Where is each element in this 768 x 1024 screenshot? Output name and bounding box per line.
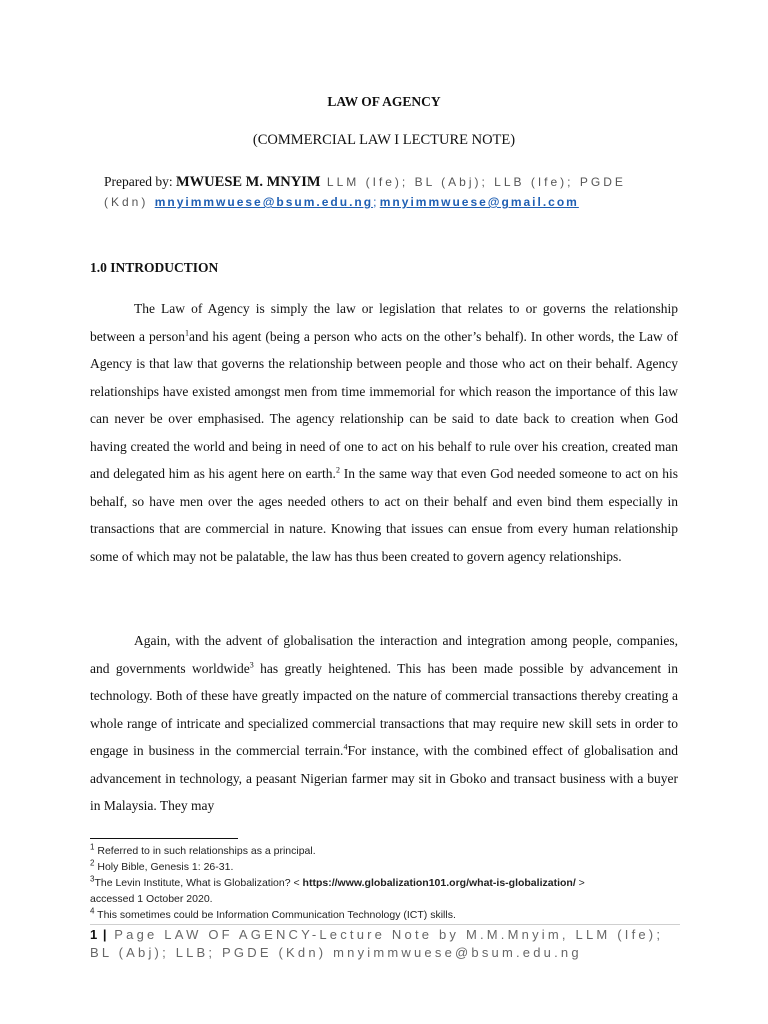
paragraph-2 bbox=[90, 627, 678, 820]
email-link-bsum[interactable]: mnyimmwuese@bsum.edu.ng bbox=[154, 195, 374, 209]
paragraph-1 bbox=[90, 295, 678, 570]
footnote-3 bbox=[90, 875, 680, 891]
paragraph-text: The Law of Agency is simply the law or legislation that relates to or governs the relationship between a person bbox=[90, 301, 678, 344]
footnote-2 bbox=[90, 859, 680, 875]
page-footer bbox=[90, 926, 690, 962]
email-separator: ; bbox=[373, 195, 380, 209]
author-name: MWUESE M. MNYIM bbox=[175, 174, 321, 190]
author-qualifications: LLM (Ife); BL (Abj); LLB (Ife); PGDE bbox=[320, 175, 626, 189]
paragraph-text: For instance, with the combined effect of globalisation and advancement in technology, a peasant Nigerian farmer may sit in Gboko and transact business with a buyer in Malaysia. They may bbox=[90, 743, 678, 813]
author-qualifications-cont: (Kdn) bbox=[104, 195, 155, 209]
paragraph-text: Again, with the advent of globalisation the interaction and integration among people, companies, and governments worldwide bbox=[90, 633, 678, 676]
prepared-by-label: Prepared by: bbox=[104, 174, 176, 189]
footnote-ref-4[interactable]: 4 bbox=[343, 742, 348, 752]
footnote-ref-3[interactable]: 3 bbox=[249, 660, 254, 669]
footnote-ref-2[interactable]: 2 bbox=[335, 465, 340, 475]
paragraph-text: and his agent (being a person who acts on the other’s behalf). In other words, the Law of Agency is that law that governs the relationship between people and those who act on their behalf. Agency relationships have existed amongst men from time immemorial for which reason the importance of this law can never be over emphasised. The agency relationship can be said to date back to creation when God having created the world and being in need of one to act on his behalf to rule over his creation, created man and delegated him as his agent here on earth. bbox=[90, 328, 678, 481]
paragraph-text: has greatly heightened. This has been made possible by advancement in technology. Both of these have greatly impacted on the nature of commercial transactions thereby creating a whole range of intricate and specialized commercial transactions that may require new skill sets in order to engage in business in the commercial terrain. bbox=[90, 660, 679, 758]
footnote-text: The Levin Institute, What is Globalization? < bbox=[94, 877, 303, 889]
footnote-4 bbox=[90, 907, 680, 923]
page-number: 1 | bbox=[90, 927, 108, 942]
footnote-number: 2 bbox=[90, 858, 95, 868]
document-subtitle: (COMMERCIAL LAW I LECTURE NOTE) bbox=[252, 132, 516, 148]
footnote-text: This sometimes could be Information Communication Technology (ICT) skills. bbox=[94, 909, 456, 921]
document-title: LAW OF AGENCY bbox=[327, 94, 441, 109]
footnote-text: accessed 1 October 2020. bbox=[90, 893, 213, 905]
footnote-text: Referred to in such relationships as a principal. bbox=[94, 845, 316, 857]
section-heading: 1.0 INTRODUCTION bbox=[90, 260, 219, 275]
footnote-ref-1[interactable]: 1 bbox=[184, 328, 189, 337]
footer-text: Page LAW OF AGENCY-Lecture Note by M.M.Mnyim, LLM (Ife); bbox=[107, 927, 664, 942]
footnote-1 bbox=[90, 843, 680, 859]
footnote-number: 4 bbox=[90, 906, 95, 916]
footnote-text: Holy Bible, Genesis 1: 26-31. bbox=[94, 861, 234, 873]
footnotes bbox=[90, 843, 680, 923]
author-line bbox=[104, 172, 674, 212]
footnote-divider bbox=[90, 838, 238, 839]
email-link-gmail[interactable]: mnyimmwuese@gmail.com bbox=[379, 195, 579, 209]
footnote-number: 3 bbox=[90, 874, 95, 884]
footnote-3-cont bbox=[90, 891, 680, 907]
footnote-number: 1 bbox=[90, 842, 95, 852]
footer-divider bbox=[90, 924, 680, 925]
paragraph-text: In the same way that even God needed someone to act on his behalf, so have men over the ages needed others to act on their behalf and even bind them especially in transactions that are commercial in nature. Knowing that issues can ensue from every human relationship some of which may not be palatable, the law has thus been created to govern agency relationships. bbox=[90, 466, 678, 564]
footnote-text: > bbox=[575, 877, 585, 889]
footnote-url[interactable]: https://www.globalization101.org/what-is-globalization/ bbox=[302, 877, 576, 889]
footer-text-cont: BL (Abj); LLB; PGDE (Kdn) mnyimmwuese@bsum.edu.ng bbox=[90, 945, 582, 960]
